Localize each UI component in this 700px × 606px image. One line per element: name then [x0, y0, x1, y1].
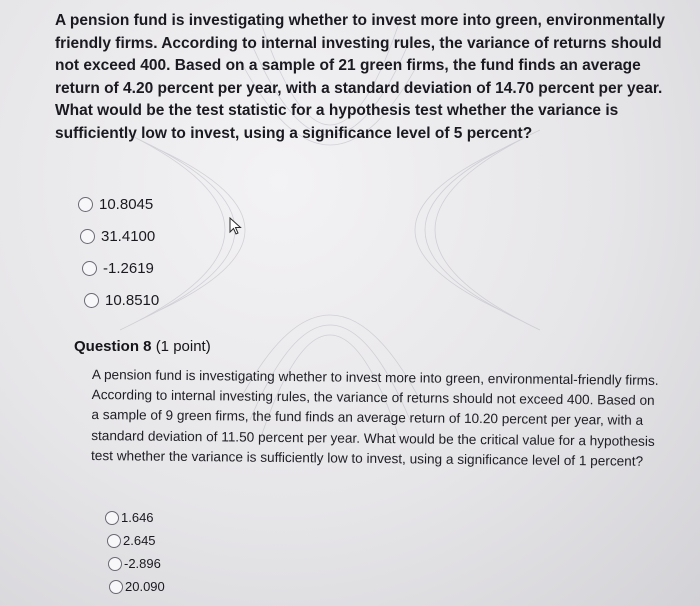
question-8-points: (1 point) [155, 338, 211, 355]
question-7-text: A pension fund is investigating whether to invest more into green, environmentally friendly firms. According to internal investing rules, the variance of returns should not exceed 400. Based on a sample of 21 green firms, the fund finds an average return of 4.20 percent per year, with a standard deviation of 14.70 percent per year. What would be the test statistic for a hypothesis test whether the variance is sufficiently low to invest, using a significance level of 5 percent? [55, 12, 666, 142]
radio-button[interactable] [82, 261, 97, 276]
option-label: 1.646 [121, 510, 154, 525]
question-7-option-4[interactable] [84, 284, 159, 316]
question-8-option-2[interactable] [107, 529, 165, 552]
radio-button[interactable] [78, 197, 93, 212]
question-7-options [70, 188, 159, 316]
radio-button[interactable] [105, 511, 119, 525]
radio-button[interactable] [109, 580, 123, 594]
option-label: 2.645 [123, 533, 156, 548]
question-8-text: A pension fund is investigating whether to invest more into green, environmental-friendly firms. According to internal investing rules, the variance of returns should not exceed 400. Based on a sample of 9 green firms, the fund finds an average return of 10.20 percent per year, with a standard deviation of 11.50 percent per year. What would be the critical value for a hypothesis test whether the variance is sufficiently low to invest, using a significance level of 1 percent? [90, 366, 659, 469]
question-7-option-1[interactable] [78, 188, 159, 220]
option-label: 10.8510 [105, 291, 160, 309]
option-label: 31.4100 [101, 227, 156, 245]
question-7-option-3[interactable] [82, 252, 159, 284]
radio-button[interactable] [80, 229, 95, 244]
mouse-cursor-icon [227, 216, 245, 236]
option-label: 20.090 [125, 579, 165, 594]
question-7-option-2[interactable] [80, 220, 159, 252]
question-8-option-3[interactable] [108, 552, 165, 575]
option-label: -1.2619 [103, 259, 154, 277]
question-8-heading [74, 338, 211, 355]
question-8-option-1[interactable] [105, 506, 165, 529]
radio-button[interactable] [108, 557, 122, 571]
question-8-option-4[interactable] [109, 575, 165, 598]
radio-button[interactable] [107, 534, 121, 548]
question-7 [55, 10, 675, 146]
option-label: 10.8045 [99, 195, 154, 213]
radio-button[interactable] [84, 293, 99, 308]
option-label: -2.896 [124, 556, 161, 571]
question-8-options [105, 506, 165, 598]
question-8-title: Question 8 [74, 338, 152, 355]
